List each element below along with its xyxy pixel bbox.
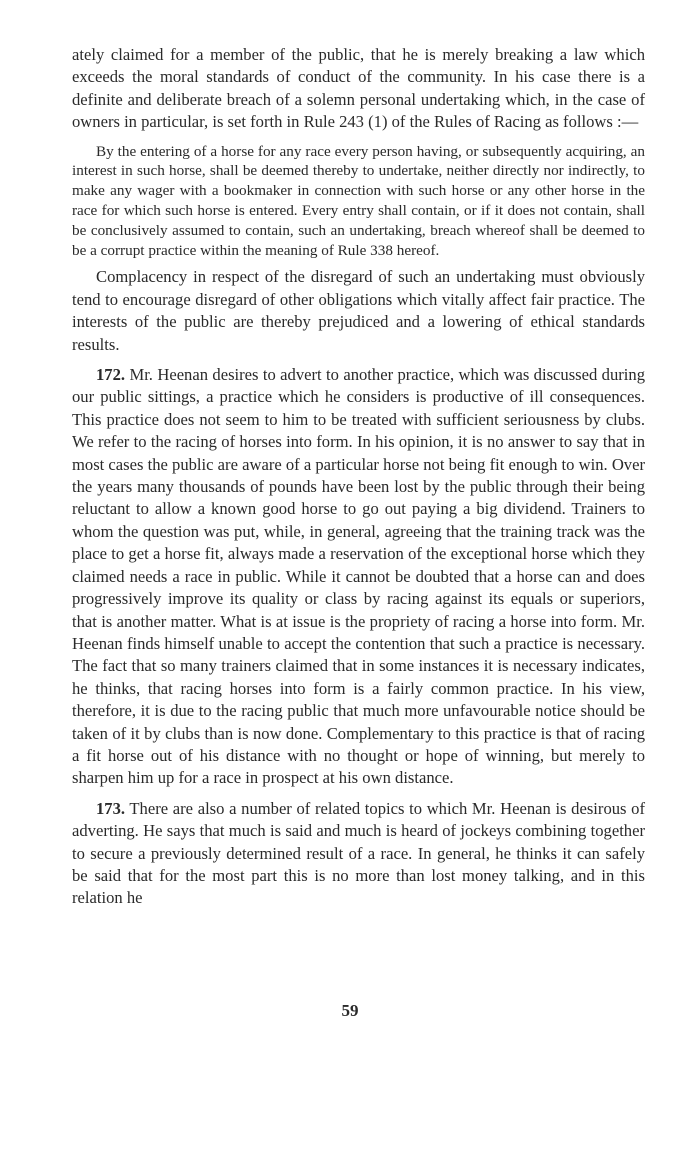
paragraph-173 <box>72 798 645 910</box>
paragraph-text: Complacency in respect of the disregard of such an undertaking must obviously tend to encourage disregard of other obligations which vitally affect fair practice. The interests of the public are thereby prejudiced and a lowering of ethical standards results. <box>72 267 645 354</box>
document-page <box>72 44 645 910</box>
paragraph-complacency <box>72 266 645 356</box>
paragraph-text: By the entering of a horse for any race every person having, or subsequently acquiring, an interest in such horse, shall be deemed thereby to undertake, neither directly nor indirectly, to make any wager with a bookmaker in connection with such horse or any other horse in the race for which such horse is entered. Every entry shall contain, or if it does not contain, shall be conclusively assumed to contain, such an undertaking, breach whereof shall be deemed to be a corrupt practice within the meaning of Rule 338 hereof. <box>72 142 645 259</box>
quoted-rule-243 <box>72 142 645 261</box>
paragraph-text: There are also a number of related topics to which Mr. Heenan is desirous of adverting. He says that much is said and much is heard of jockeys combining together to secure a previously determined result of a race. In general, he thinks it can safely be said that for the most part this is no more than lost money talking, and in this relation he <box>72 798 645 908</box>
section-number: 172. <box>96 365 126 385</box>
section-number: 173. <box>96 798 126 818</box>
page-number: 59 <box>341 1001 359 1020</box>
paragraph-172 <box>72 364 645 790</box>
paragraph-text: Mr. Heenan desires to advert to another practice, which was discussed during our public sittings, a practice which he considers is productive of ill consequences. This practice does not seem to him to be treated with sufficient seriousness by clubs. We refer to the racing of horses into form. In his opinion, it is no answer to say that in most cases the public are aware of a particular horse not being fit enough to win. Over the years many thousands of pounds have been lost by the public through their being reluctant to allow a known good horse to go out paying a big dividend. Trainers to whom the question was put, while, in general, agreeing that the training track was the place to get a horse fit, always made a reservation of the exceptional horse which they claimed needs a race in public. While it cannot be doubted that a horse can and does progressively improve its quality or class by racing against its equals or superiors, that is another matter. What is at issue is the propriety of racing a horse into form. Mr. Heenan finds himself unable to accept the contention that such a practice is necessary. The fact that so many trainers claimed that in some instances it is necessary indicates, he thinks, that racing horses into form is a fairly common practice. In his view, therefore, it is due to the racing public that much more unfavourable notice should be taken of it by clubs than is now done. Complementary to this practice is that of racing a fit horse out of his distance with no thought or hope of winning, but merely to sharpen him up for a race in prospect at his own distance. <box>72 365 645 788</box>
paragraph-continuation <box>72 44 645 134</box>
paragraph-text: ately claimed for a member of the public, that he is merely breaking a law which exceeds the moral standards of conduct of the community. In his case there is a definite and deliberate breach of a solemn personal undertaking which, in the case of owners in particular, is set forth in Rule 243 (1) of the Rules of Racing as follows :— <box>72 45 645 132</box>
